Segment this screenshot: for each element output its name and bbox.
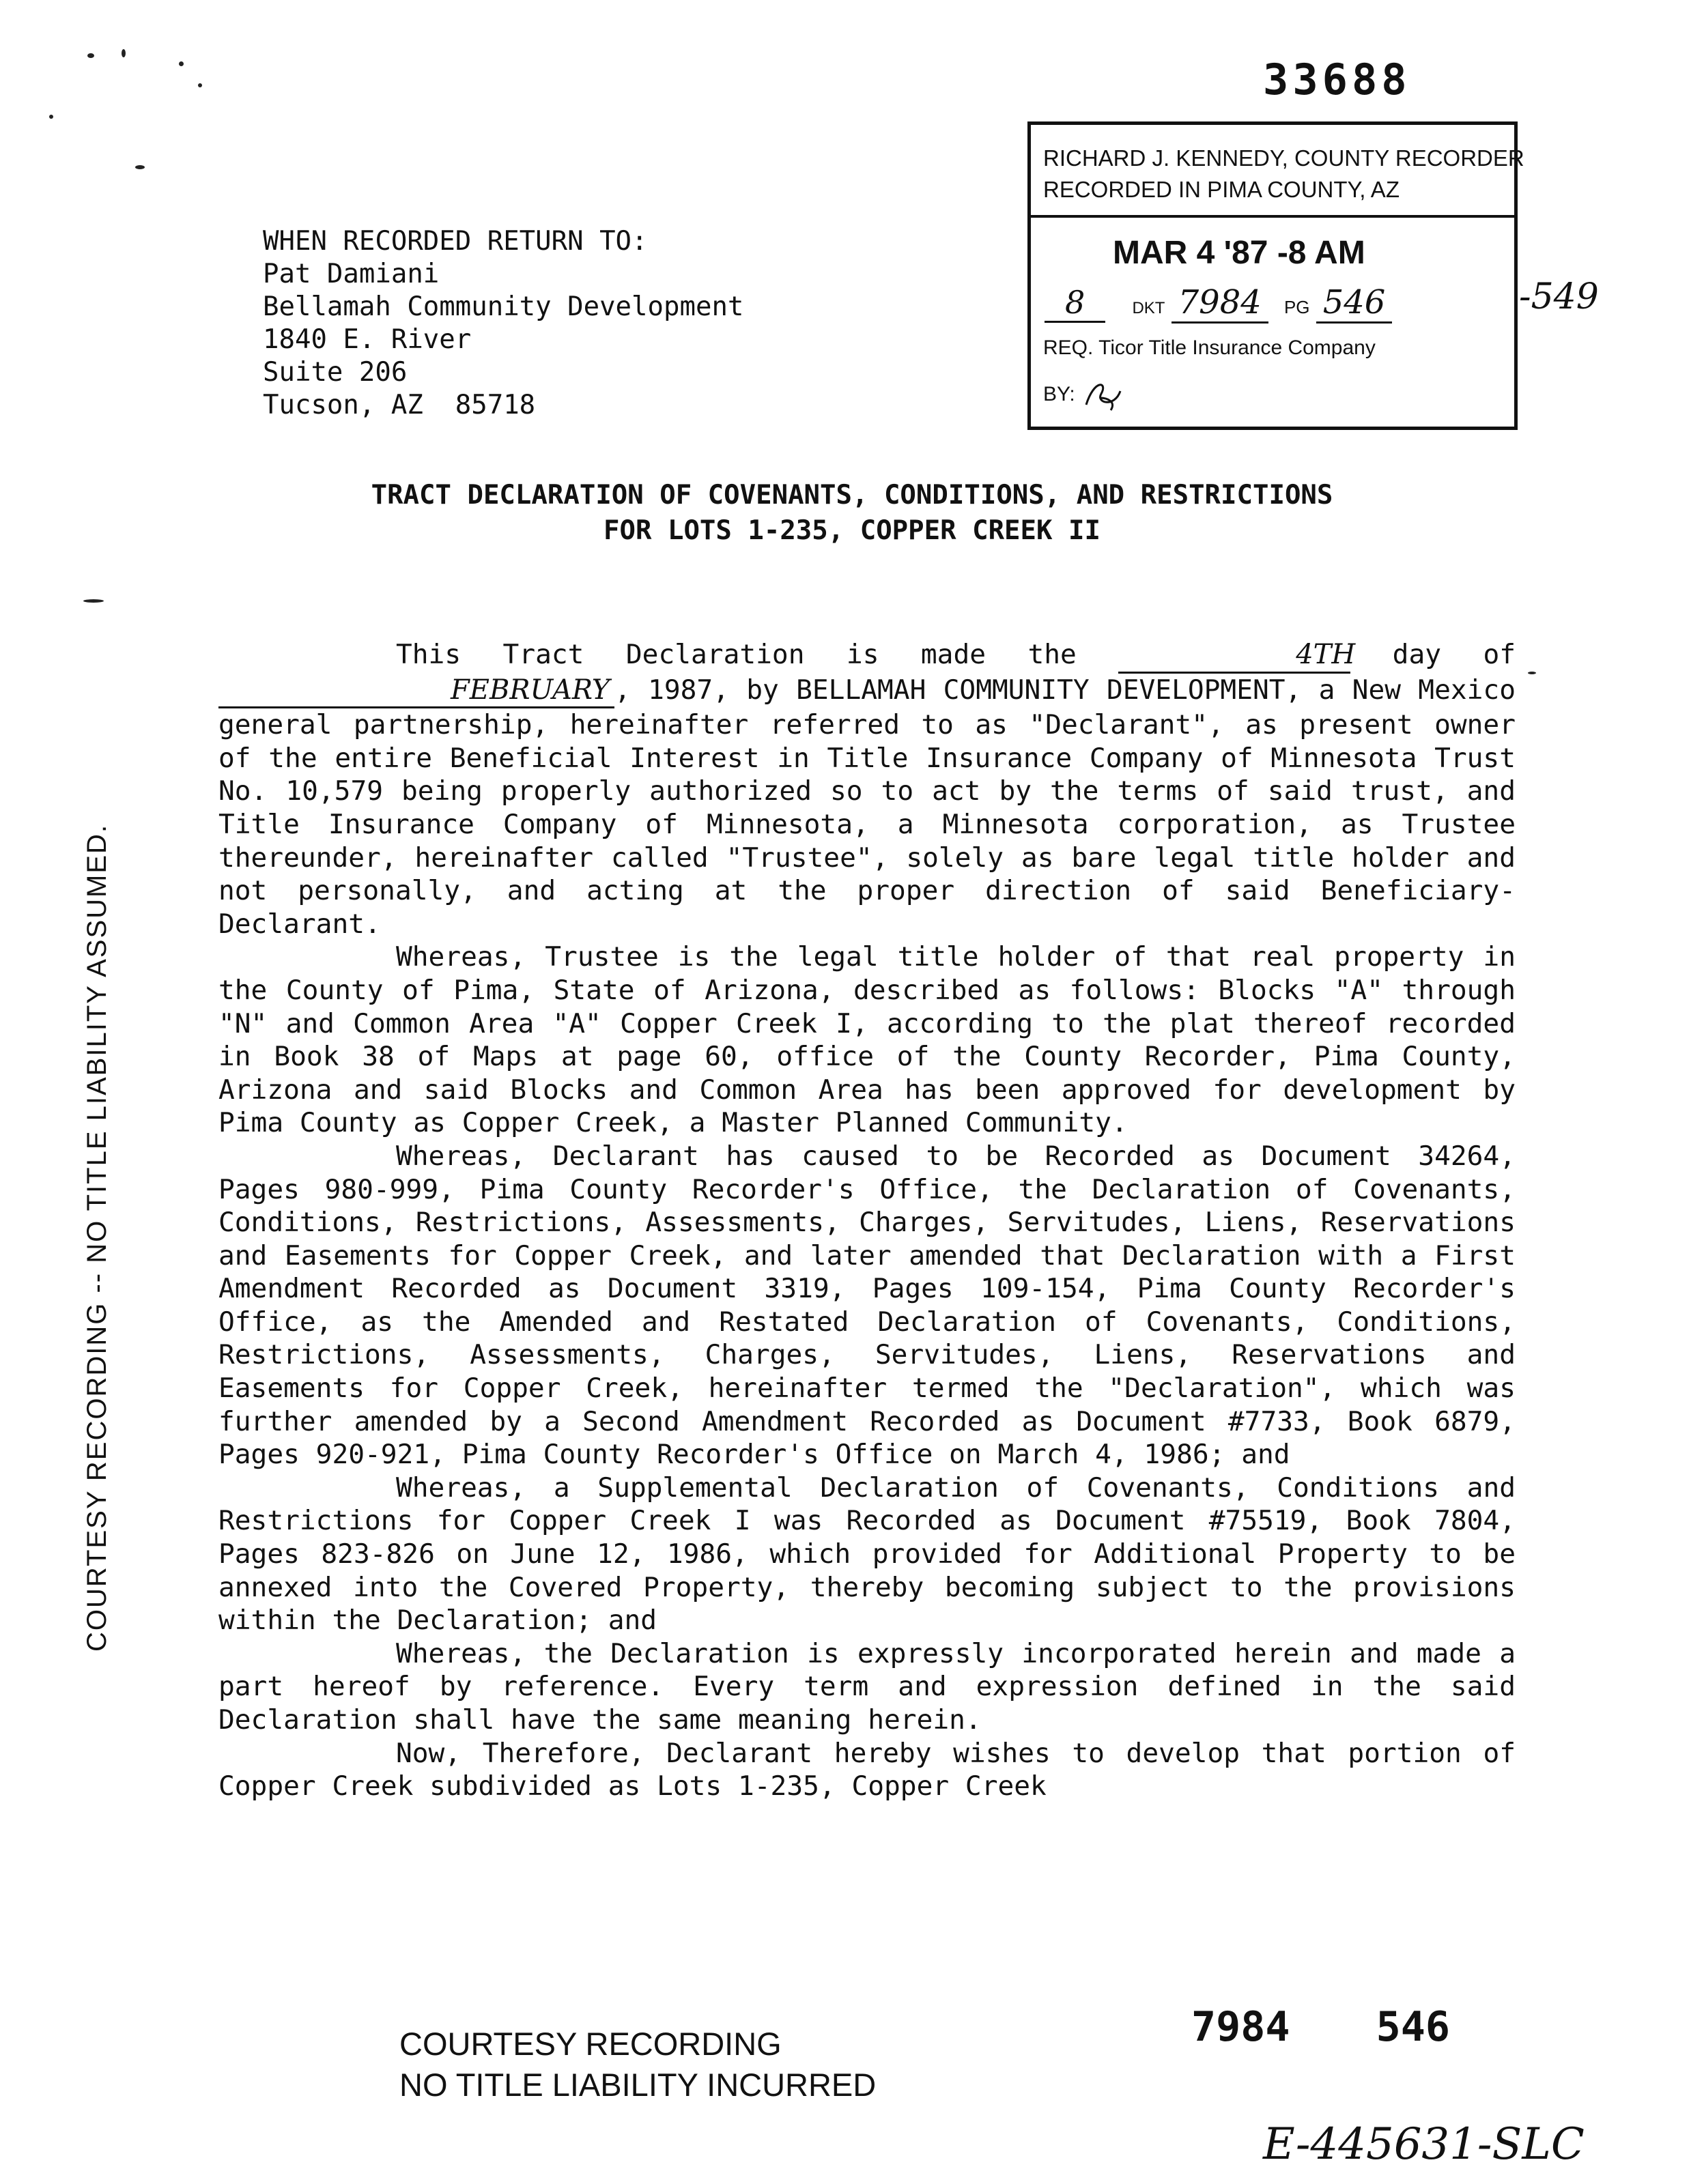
- handwritten-file-number: E-445631-SLC: [1263, 2119, 1585, 2170]
- paragraph-whereas-trustee: Whereas, Trustee is the legal title holder of that real property in the County of Pima, State of Arizona, described as follows: Blocks "A" through "N" and Common Area "A" Copper Creek I, according to the plat thereof recorded in Book 38 of Maps at page 60, office of the County Recorder, Pima County, Arizona and said Blocks and Common Area has been approved for development by Pima County as Copper Creek, a Master Planned Community.: [218, 941, 1516, 1139]
- return-suite: Suite 206: [263, 357, 408, 388]
- courtesy-line-1: COURTESY RECORDING: [399, 2026, 782, 2062]
- return-name: Pat Damiani: [263, 259, 440, 289]
- paragraph-now-therefore: Now, Therefore, Declarant hereby wishes to develop that portion of Copper Creek subdivided as Lots 1-235, Copper Creek: [218, 1737, 1516, 1802]
- return-company: Bellamah Community Development: [263, 291, 744, 322]
- courtesy-recording-footer: [399, 2024, 876, 2106]
- paragraph-whereas-supplemental: Whereas, a Supplemental Declaration of Covenants, Conditions and Restrictions for Copper Creek I was Recorded as Document #75519, Book 7804, Pages 823-826 on June 12, 1986, which provided for Additional Property to be annexed into the Covered Property, thereby becoming subject to the provisions within the Declaration; and: [218, 1471, 1516, 1637]
- document-number: 33688: [1263, 55, 1411, 104]
- declaration-body: [218, 638, 1516, 1803]
- courtesy-line-2: NO TITLE LIABILITY INCURRED: [399, 2067, 877, 2103]
- stamp-page-range-end: -549: [1519, 276, 1599, 317]
- stamp-dkt-label: DKT: [1132, 299, 1165, 317]
- stamp-date: MAR 4 '87 -8 AM: [1113, 235, 1365, 271]
- title-line-1: TRACT DECLARATION OF COVENANTS, CONDITIONS, AND RESTRICTIONS: [371, 480, 1333, 511]
- book-page-numbers: [1191, 2003, 1450, 2051]
- title-line-2: FOR LOTS 1-235, COPPER CREEK II: [604, 515, 1100, 546]
- preamble-text-b: day of: [1392, 639, 1516, 670]
- preamble-text-a: This Tract Declaration is made the: [396, 639, 1077, 670]
- preamble-text-c: , 1987, by BELLAMAH COMMUNITY DEVELOPMENT, a New Mexico general partnership, hereinafter referred to as "Declarant", as present owner of the entire Beneficial Interest in Title Insurance Company of Minnesota Trust No. 10,579 being properly authorized so to act by the terms of said trust, and Title Insurance Company of Minnesota, a Minnesota corporation, as Trustee thereunder, hereinafter called "Trustee", solely as bare legal title holder and not personally, and acting at the proper direction of said Beneficiary-Declarant.: [218, 674, 1516, 940]
- return-street: 1840 E. River: [263, 324, 472, 355]
- paragraph-whereas-incorporated: Whereas, the Declaration is expressly incorporated herein and made a part hereof by reference. Every term and expression defined in the said Declaration shall have the same meaning herein.: [218, 1637, 1516, 1736]
- stamp-pg-label: PG: [1283, 297, 1310, 317]
- paragraph-preamble: [218, 638, 1516, 940]
- month-fill-in: FEBRUARY: [218, 674, 614, 709]
- stamp-fee: 8: [1045, 284, 1105, 323]
- stamp-fee-row: [1045, 283, 1392, 321]
- recorder-stamp: [1027, 121, 1524, 430]
- stamp-pg-value: 546: [1316, 283, 1393, 324]
- footer-page: 546: [1376, 2003, 1450, 2051]
- document-title: [0, 478, 1704, 549]
- stamp-county-line: RECORDED IN PIMA COUNTY, AZ: [1043, 177, 1400, 202]
- paragraph-whereas-declarant: Whereas, Declarant has caused to be Recorded as Document 34264, Pages 980-999, Pima County Recorder's Office, the Declaration of Covenants, Conditions, Restrictions, Assessments, Charges, Servitudes, Liens, Reservations and Easements for Copper Creek, and later amended that Declaration with a First Amendment Recorded as Document 3319, Pages 109-154, Pima County Recorder's Office, as the Amended and Restated Declaration of Covenants, Conditions, Restrictions, Assessments, Charges, Servitudes, Liens, Reservations and Easements for Copper Creek, hereinafter termed the "Declaration", which was further amended by a Second Amendment Recorded as Document #7733, Book 6879, Pages 920-921, Pima County Recorder's Office on March 4, 1986; and: [218, 1140, 1516, 1471]
- stamp-recorder-line: RICHARD J. KENNEDY, COUNTY RECORDER: [1043, 145, 1524, 171]
- day-fill-in: 4TH: [1118, 638, 1350, 674]
- stamp-request-line: REQ. Ticor Title Insurance Company: [1043, 336, 1376, 359]
- stamp-by-row: [1043, 377, 1128, 413]
- stamp-dkt-value: 7984: [1172, 283, 1268, 324]
- side-courtesy-note: COURTESY RECORDING -- NO TITLE LIABILITY ASSUMED.: [82, 823, 112, 1652]
- stamp-divider: [1031, 215, 1514, 218]
- return-city: Tucson, AZ 85718: [263, 390, 536, 420]
- initials-signature-icon: [1081, 377, 1128, 413]
- footer-book: 7984: [1191, 2003, 1290, 2051]
- return-heading: WHEN RECORDED RETURN TO:: [263, 226, 648, 257]
- stamp-by-label: BY:: [1043, 382, 1075, 405]
- return-address-block: [263, 225, 743, 422]
